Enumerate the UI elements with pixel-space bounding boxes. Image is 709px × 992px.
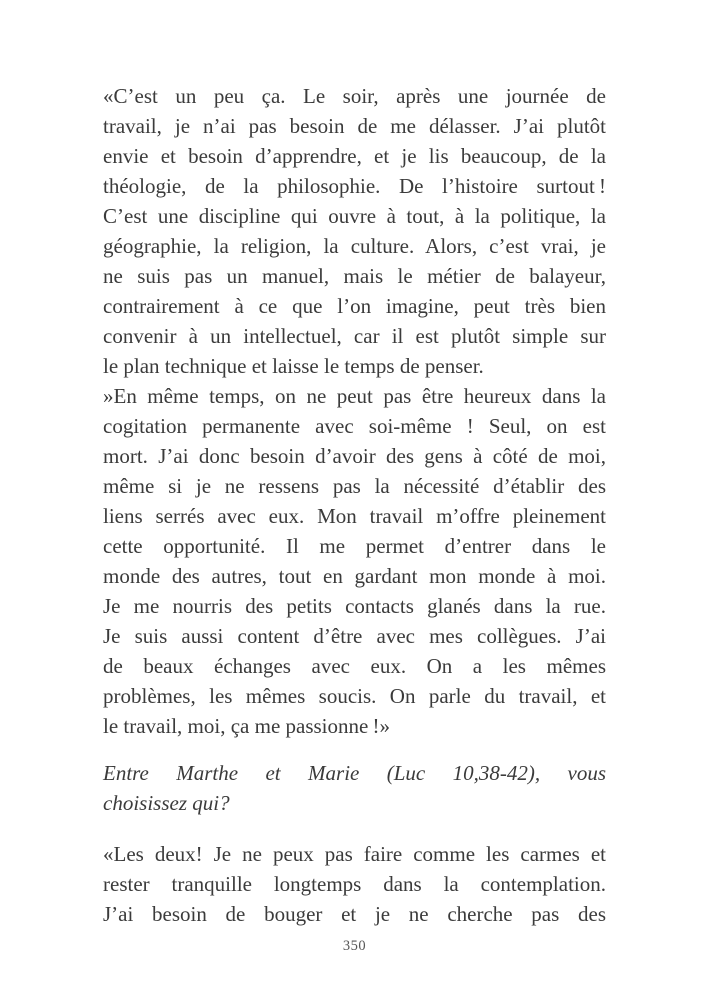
text-line: envie et besoin d’apprendre, et je lis beaucoup, de la [103, 144, 606, 168]
text-line: mort. J’ai donc besoin d’avoir des gens à côté de moi, [103, 444, 606, 468]
text-line: le travail, moi, ça me passionne !» [103, 714, 391, 738]
section-question-heading [103, 758, 606, 818]
text-line: travail, je n’ai pas besoin de me délasser. J’ai plutôt [103, 114, 606, 138]
text-line: convenir à un intellectuel, car il est plutôt simple sur [103, 324, 606, 348]
text-line: problèmes, les mêmes soucis. On parle du travail, et [103, 684, 606, 708]
text-line: Je me nourris des petits contacts glanés dans la rue. [103, 594, 606, 618]
text-line: cogitation permanente avec soi-même ! Seul, on est [103, 414, 606, 438]
page-text-block [103, 81, 606, 929]
text-line: géographie, la religion, la culture. Alors, c’est vrai, je [103, 234, 606, 258]
page-number: 350 [342, 938, 367, 954]
text-line: J’ai besoin de bouger et je ne cherche pas des [103, 902, 606, 926]
text-line: monde des autres, tout en gardant mon monde à moi. [103, 564, 606, 588]
paragraph-quote-3 [103, 839, 606, 929]
text-line: rester tranquille longtemps dans la contemplation. [103, 872, 606, 896]
text-line: le plan technique et laisse le temps de penser. [103, 354, 484, 378]
text-line: Entre Marthe et Marie (Luc 10,38-42), vous [103, 761, 606, 785]
text-line: «C’est un peu ça. Le soir, après une journée de [103, 84, 606, 108]
text-line: choisissez qui? [103, 791, 230, 815]
text-line: théologie, de la philosophie. De l’histoire surtout ! [103, 174, 606, 198]
text-line: de beaux échanges avec eux. On a les mêmes [103, 654, 606, 678]
text-line: ne suis pas un manuel, mais le métier de balayeur, [103, 264, 606, 288]
paragraph-quote-1 [103, 81, 606, 381]
text-line: liens serrés avec eux. Mon travail m’offre pleinement [103, 504, 606, 528]
text-line: »En même temps, on ne peut pas être heureux dans la [103, 384, 606, 408]
text-line: même si je ne ressens pas la nécessité d’établir des [103, 474, 606, 498]
text-line: «Les deux! Je ne peux pas faire comme les carmes et [103, 842, 606, 866]
paragraph-quote-2 [103, 381, 606, 741]
text-line: Je suis aussi content d’être avec mes collègues. J’ai [103, 624, 606, 648]
text-line: C’est une discipline qui ouvre à tout, à la politique, la [103, 204, 606, 228]
text-line: contrairement à ce que l’on imagine, peut très bien [103, 294, 606, 318]
text-line: cette opportunité. Il me permet d’entrer dans le [103, 534, 606, 558]
